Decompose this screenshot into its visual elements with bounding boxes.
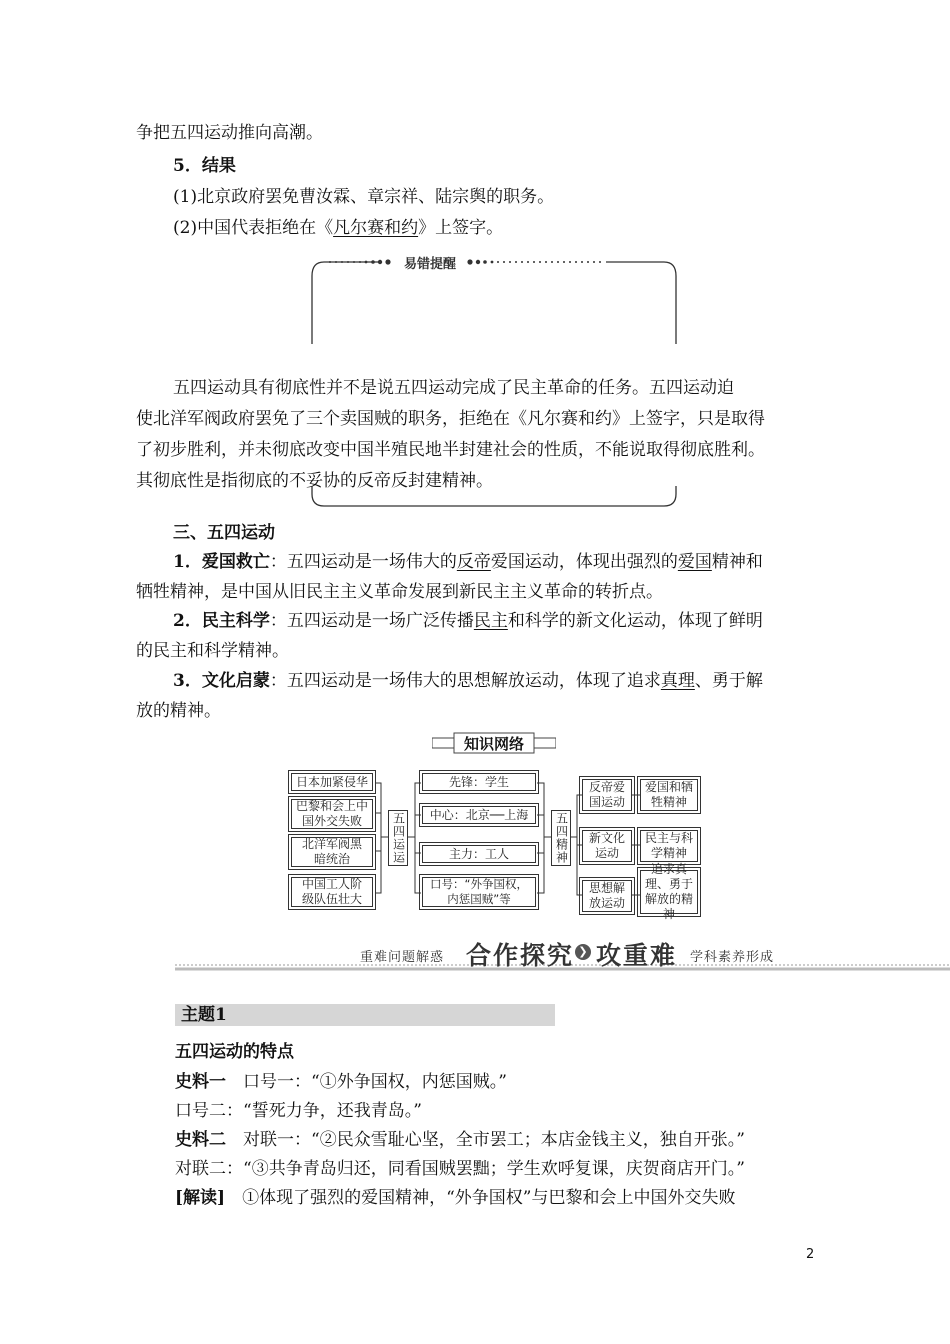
- tip-title: 易错提醒: [403, 257, 456, 272]
- tip-line: 使北洋军阀政府罢免了三个卖国贼的职务，拒绝在《凡尔赛和约》上签字，只是取得: [136, 409, 765, 429]
- interpretation: [解读] ①体现了强烈的爱国精神，“外争国权”与巴黎和会上中国外交失败: [175, 1188, 736, 1208]
- cause-box: 巴黎和会上中国外交失败: [291, 799, 373, 829]
- point-1: 1．爱国救亡：五四运动是一场伟大的反帝爱国运动，体现出强烈的爱国精神和: [173, 552, 763, 572]
- banner-right-text: 学科素养形成: [690, 950, 775, 965]
- banner-main-2: 攻重难: [596, 941, 678, 970]
- point-2: 2．民主科学：五四运动是一场广泛传播民主和科学的新文化运动，体现了鲜明: [173, 611, 763, 631]
- feature-box: 中心：北京──上海: [422, 806, 536, 824]
- spirit-box: 民主与科学精神: [640, 830, 698, 862]
- tip-line: 了初步胜利，并未彻底改变中国半殖民地半封建社会的性质，不能说取得彻底胜利。: [136, 440, 765, 460]
- source-2b: 对联二：“③共争青岛归还，同看国贼罢黜；学生欢呼复课，庆贺商店开门。”: [175, 1159, 745, 1179]
- para-continuation: 争把五四运动推向高潮。: [136, 123, 323, 143]
- point-3: 3．文化启蒙：五四运动是一场伟大的思想解放运动，体现了追求真理、勇于解: [173, 671, 763, 691]
- chevron-right-icon: ❯: [575, 944, 591, 960]
- theme-bar: [175, 1004, 555, 1026]
- cause-box: 中国工人阶级队伍壮大: [291, 877, 373, 907]
- theme-label: 主题1: [181, 1005, 227, 1025]
- spirit-label-box: 五四精神: [551, 810, 571, 866]
- result-item-1: (1)北京政府罢免曹汝霖、章宗祥、陆宗舆的职务。: [173, 187, 555, 207]
- movement-label-box: 五四运运: [388, 810, 408, 866]
- section-3-heading: 三、五四运动: [173, 523, 275, 543]
- page-number: 2: [806, 1247, 815, 1262]
- result-item-2: (2)中国代表拒绝在《凡尔赛和约》上签字。: [173, 218, 504, 238]
- tip-line: 其彻底性是指彻底的不妥协的反帝反封建精神。: [136, 471, 493, 491]
- point-2-cont: 的民主和科学精神。: [136, 641, 289, 661]
- banner-left-text: 重难问题解惑: [360, 950, 445, 965]
- feature-box: 主力：工人: [422, 845, 536, 863]
- spirit-box: 爱国和牺牲精神: [640, 779, 698, 811]
- point-1-cont: 牺牲精神，是中国从旧民主主义革命发展到新民主主义革命的转折点。: [136, 582, 663, 602]
- tip-body: [136, 373, 826, 497]
- network-title: 知识网络: [463, 735, 524, 753]
- spirit-box: 追求真理、勇于解放的精神: [640, 870, 698, 914]
- movement-type-box: 新文化运动: [582, 830, 632, 862]
- cause-box: 北洋军阀黑暗统治: [291, 837, 373, 867]
- tip-line: 五四运动具有彻底性并不是说五四运动完成了民主革命的任务。五四运动迫: [173, 378, 734, 398]
- feature-box: 口号：“外争国权，内惩国贼”等: [422, 877, 536, 907]
- source-2: 史料二 对联一：“②民众雪耻心坚，全市罢工；本店金钱主义，独自开张。”: [175, 1130, 745, 1150]
- point-3-cont: 放的精神。: [136, 701, 221, 721]
- cause-box: 日本加紧侵华: [291, 773, 373, 791]
- movement-type-box: 思想解放运动: [582, 880, 632, 912]
- banner-main-1: 合作探究: [466, 941, 575, 970]
- movement-type-box: 反帝爱国运动: [582, 779, 632, 811]
- theme-title: 五四运动的特点: [175, 1042, 294, 1062]
- section-5-heading: 5．结果: [173, 156, 236, 176]
- source-1b: 口号二：“誓死力争，还我青岛。”: [175, 1101, 422, 1121]
- feature-box: 先锋：学生: [422, 773, 536, 791]
- source-1: 史料一 口号一：“①外争国权，内惩国贼。”: [175, 1072, 507, 1092]
